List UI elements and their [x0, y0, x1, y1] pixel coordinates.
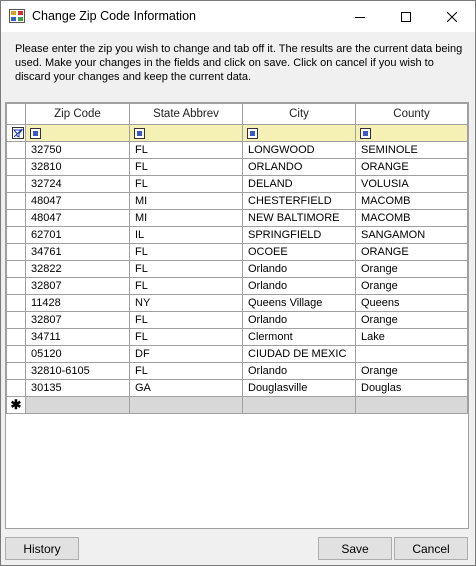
- new-row-cell-city[interactable]: [243, 397, 356, 414]
- cell-county[interactable]: SANGAMON: [356, 227, 468, 244]
- cell-city[interactable]: CIUDAD DE MEXIC: [243, 346, 356, 363]
- cell-city[interactable]: ORLANDO: [243, 159, 356, 176]
- cell-state-abbrev[interactable]: NY: [130, 295, 243, 312]
- table-row[interactable]: [7, 329, 468, 346]
- cell-state-abbrev[interactable]: FL: [130, 142, 243, 159]
- cell-state-abbrev[interactable]: FL: [130, 363, 243, 380]
- cell-zip-code[interactable]: 11428: [26, 295, 130, 312]
- filter-checkbox-icon[interactable]: [30, 128, 41, 139]
- row-header[interactable]: [7, 159, 26, 176]
- table-row[interactable]: [7, 176, 468, 193]
- table-row[interactable]: [7, 295, 468, 312]
- table-row[interactable]: [7, 193, 468, 210]
- cell-state-abbrev[interactable]: IL: [130, 227, 243, 244]
- maximize-button[interactable]: [383, 1, 429, 32]
- cell-city[interactable]: Douglasville: [243, 380, 356, 397]
- cell-city[interactable]: DELAND: [243, 176, 356, 193]
- row-header[interactable]: [7, 295, 26, 312]
- filter-row-header[interactable]: [7, 125, 26, 142]
- cell-state-abbrev[interactable]: MI: [130, 193, 243, 210]
- cell-city[interactable]: CHESTERFIELD: [243, 193, 356, 210]
- row-header[interactable]: [7, 329, 26, 346]
- cell-zip-code[interactable]: 34711: [26, 329, 130, 346]
- cell-state-abbrev[interactable]: FL: [130, 159, 243, 176]
- cell-state-abbrev[interactable]: MI: [130, 210, 243, 227]
- filter-cell-zip-code[interactable]: [26, 125, 130, 142]
- row-header[interactable]: [7, 278, 26, 295]
- cell-zip-code[interactable]: 32810-6105: [26, 363, 130, 380]
- column-header-zip-code[interactable]: Zip Code: [26, 104, 130, 125]
- save-button[interactable]: Save: [318, 537, 392, 560]
- cell-county[interactable]: ORANGE: [356, 244, 468, 261]
- cell-state-abbrev[interactable]: DF: [130, 346, 243, 363]
- cell-zip-code[interactable]: 32807: [26, 278, 130, 295]
- cell-city[interactable]: Orlando: [243, 278, 356, 295]
- instructions-text: Please enter the zip you wish to change and tab off it. The results are the current data being used. Make your changes in the fields and click on save. Click on cancel if you wish to discard your changes and keep the current data.: [15, 43, 463, 83]
- table-row[interactable]: [7, 312, 468, 329]
- cell-city[interactable]: SPRINGFIELD: [243, 227, 356, 244]
- cell-city[interactable]: Clermont: [243, 329, 356, 346]
- minimize-button[interactable]: [337, 1, 383, 32]
- button-bar: [1, 534, 475, 565]
- cell-zip-code[interactable]: 32807: [26, 312, 130, 329]
- new-row-cell-zip-code[interactable]: [26, 397, 130, 414]
- cell-county[interactable]: Orange: [356, 312, 468, 329]
- row-header[interactable]: [7, 210, 26, 227]
- cell-county[interactable]: Douglas: [356, 380, 468, 397]
- cell-county[interactable]: ORANGE: [356, 159, 468, 176]
- cell-city[interactable]: NEW BALTIMORE: [243, 210, 356, 227]
- cell-county[interactable]: SEMINOLE: [356, 142, 468, 159]
- cell-city[interactable]: Orlando: [243, 312, 356, 329]
- cell-zip-code[interactable]: 62701: [26, 227, 130, 244]
- filter-cell-county[interactable]: [356, 125, 468, 142]
- filter-cell-city[interactable]: [243, 125, 356, 142]
- table-row[interactable]: [7, 346, 468, 363]
- table-row[interactable]: [7, 380, 468, 397]
- row-header[interactable]: [7, 380, 26, 397]
- cell-county[interactable]: Orange: [356, 278, 468, 295]
- cell-county[interactable]: VOLUSIA: [356, 176, 468, 193]
- table-row[interactable]: [7, 261, 468, 278]
- table-row[interactable]: [7, 210, 468, 227]
- row-header[interactable]: [7, 142, 26, 159]
- cell-state-abbrev[interactable]: FL: [130, 278, 243, 295]
- cell-city[interactable]: Queens Village: [243, 295, 356, 312]
- window-title: Change Zip Code Information: [32, 9, 196, 23]
- cell-zip-code[interactable]: 32822: [26, 261, 130, 278]
- close-icon: [447, 12, 457, 22]
- cell-city[interactable]: LONGWOOD: [243, 142, 356, 159]
- row-header[interactable]: [7, 176, 26, 193]
- cell-zip-code[interactable]: 32810: [26, 159, 130, 176]
- table-row[interactable]: [7, 159, 468, 176]
- table-row[interactable]: [7, 363, 468, 380]
- maximize-icon: [401, 12, 411, 22]
- grid-corner: [7, 104, 26, 125]
- cell-county[interactable]: MACOMB: [356, 210, 468, 227]
- cell-county[interactable]: Queens: [356, 295, 468, 312]
- cell-zip-code[interactable]: 32724: [26, 176, 130, 193]
- cell-state-abbrev[interactable]: FL: [130, 329, 243, 346]
- history-button[interactable]: History: [5, 537, 79, 560]
- cell-zip-code[interactable]: 32750: [26, 142, 130, 159]
- cell-state-abbrev[interactable]: FL: [130, 261, 243, 278]
- row-header[interactable]: [7, 193, 26, 210]
- row-header[interactable]: [7, 261, 26, 278]
- table-row[interactable]: [7, 244, 468, 261]
- cell-zip-code[interactable]: 48047: [26, 210, 130, 227]
- filter-clear-icon: [12, 127, 24, 139]
- new-row[interactable]: [7, 397, 468, 414]
- new-row-cell-state-abbrev[interactable]: [130, 397, 243, 414]
- cell-zip-code[interactable]: 34761: [26, 244, 130, 261]
- row-header[interactable]: [7, 346, 26, 363]
- cell-county[interactable]: [356, 346, 468, 363]
- zip-code-grid[interactable]: [5, 102, 469, 529]
- cell-county[interactable]: Orange: [356, 363, 468, 380]
- cell-state-abbrev[interactable]: GA: [130, 380, 243, 397]
- cell-city[interactable]: Orlando: [243, 261, 356, 278]
- new-row-cell-county[interactable]: [356, 397, 468, 414]
- cancel-button[interactable]: Cancel: [394, 537, 468, 560]
- column-header-county[interactable]: County: [356, 104, 468, 125]
- close-button[interactable]: [429, 1, 475, 32]
- cell-state-abbrev[interactable]: FL: [130, 312, 243, 329]
- filter-checkbox-icon[interactable]: [134, 128, 145, 139]
- filter-checkbox-icon[interactable]: [247, 128, 258, 139]
- minimize-icon: [355, 12, 365, 22]
- cell-state-abbrev[interactable]: FL: [130, 176, 243, 193]
- row-header[interactable]: [7, 244, 26, 261]
- cell-county[interactable]: Orange: [356, 261, 468, 278]
- cell-city[interactable]: OCOEE: [243, 244, 356, 261]
- row-header[interactable]: [7, 312, 26, 329]
- app-icon: [9, 9, 25, 23]
- column-header-state-abbrev[interactable]: State Abbrev: [130, 104, 243, 125]
- cell-zip-code[interactable]: 05120: [26, 346, 130, 363]
- table-row[interactable]: [7, 278, 468, 295]
- filter-checkbox-icon[interactable]: [360, 128, 371, 139]
- column-header-city[interactable]: City: [243, 104, 356, 125]
- cell-zip-code[interactable]: 30135: [26, 380, 130, 397]
- filter-cell-state-abbrev[interactable]: [130, 125, 243, 142]
- cell-county[interactable]: Lake: [356, 329, 468, 346]
- cell-zip-code[interactable]: 48047: [26, 193, 130, 210]
- cell-city[interactable]: Orlando: [243, 363, 356, 380]
- row-header[interactable]: [7, 363, 26, 380]
- table-row[interactable]: [7, 227, 468, 244]
- title-bar[interactable]: [1, 1, 475, 32]
- row-header[interactable]: [7, 227, 26, 244]
- new-row-marker-icon: ✱: [7, 397, 26, 414]
- filter-row: [7, 125, 468, 142]
- cell-state-abbrev[interactable]: FL: [130, 244, 243, 261]
- cell-county[interactable]: MACOMB: [356, 193, 468, 210]
- table-row[interactable]: [7, 142, 468, 159]
